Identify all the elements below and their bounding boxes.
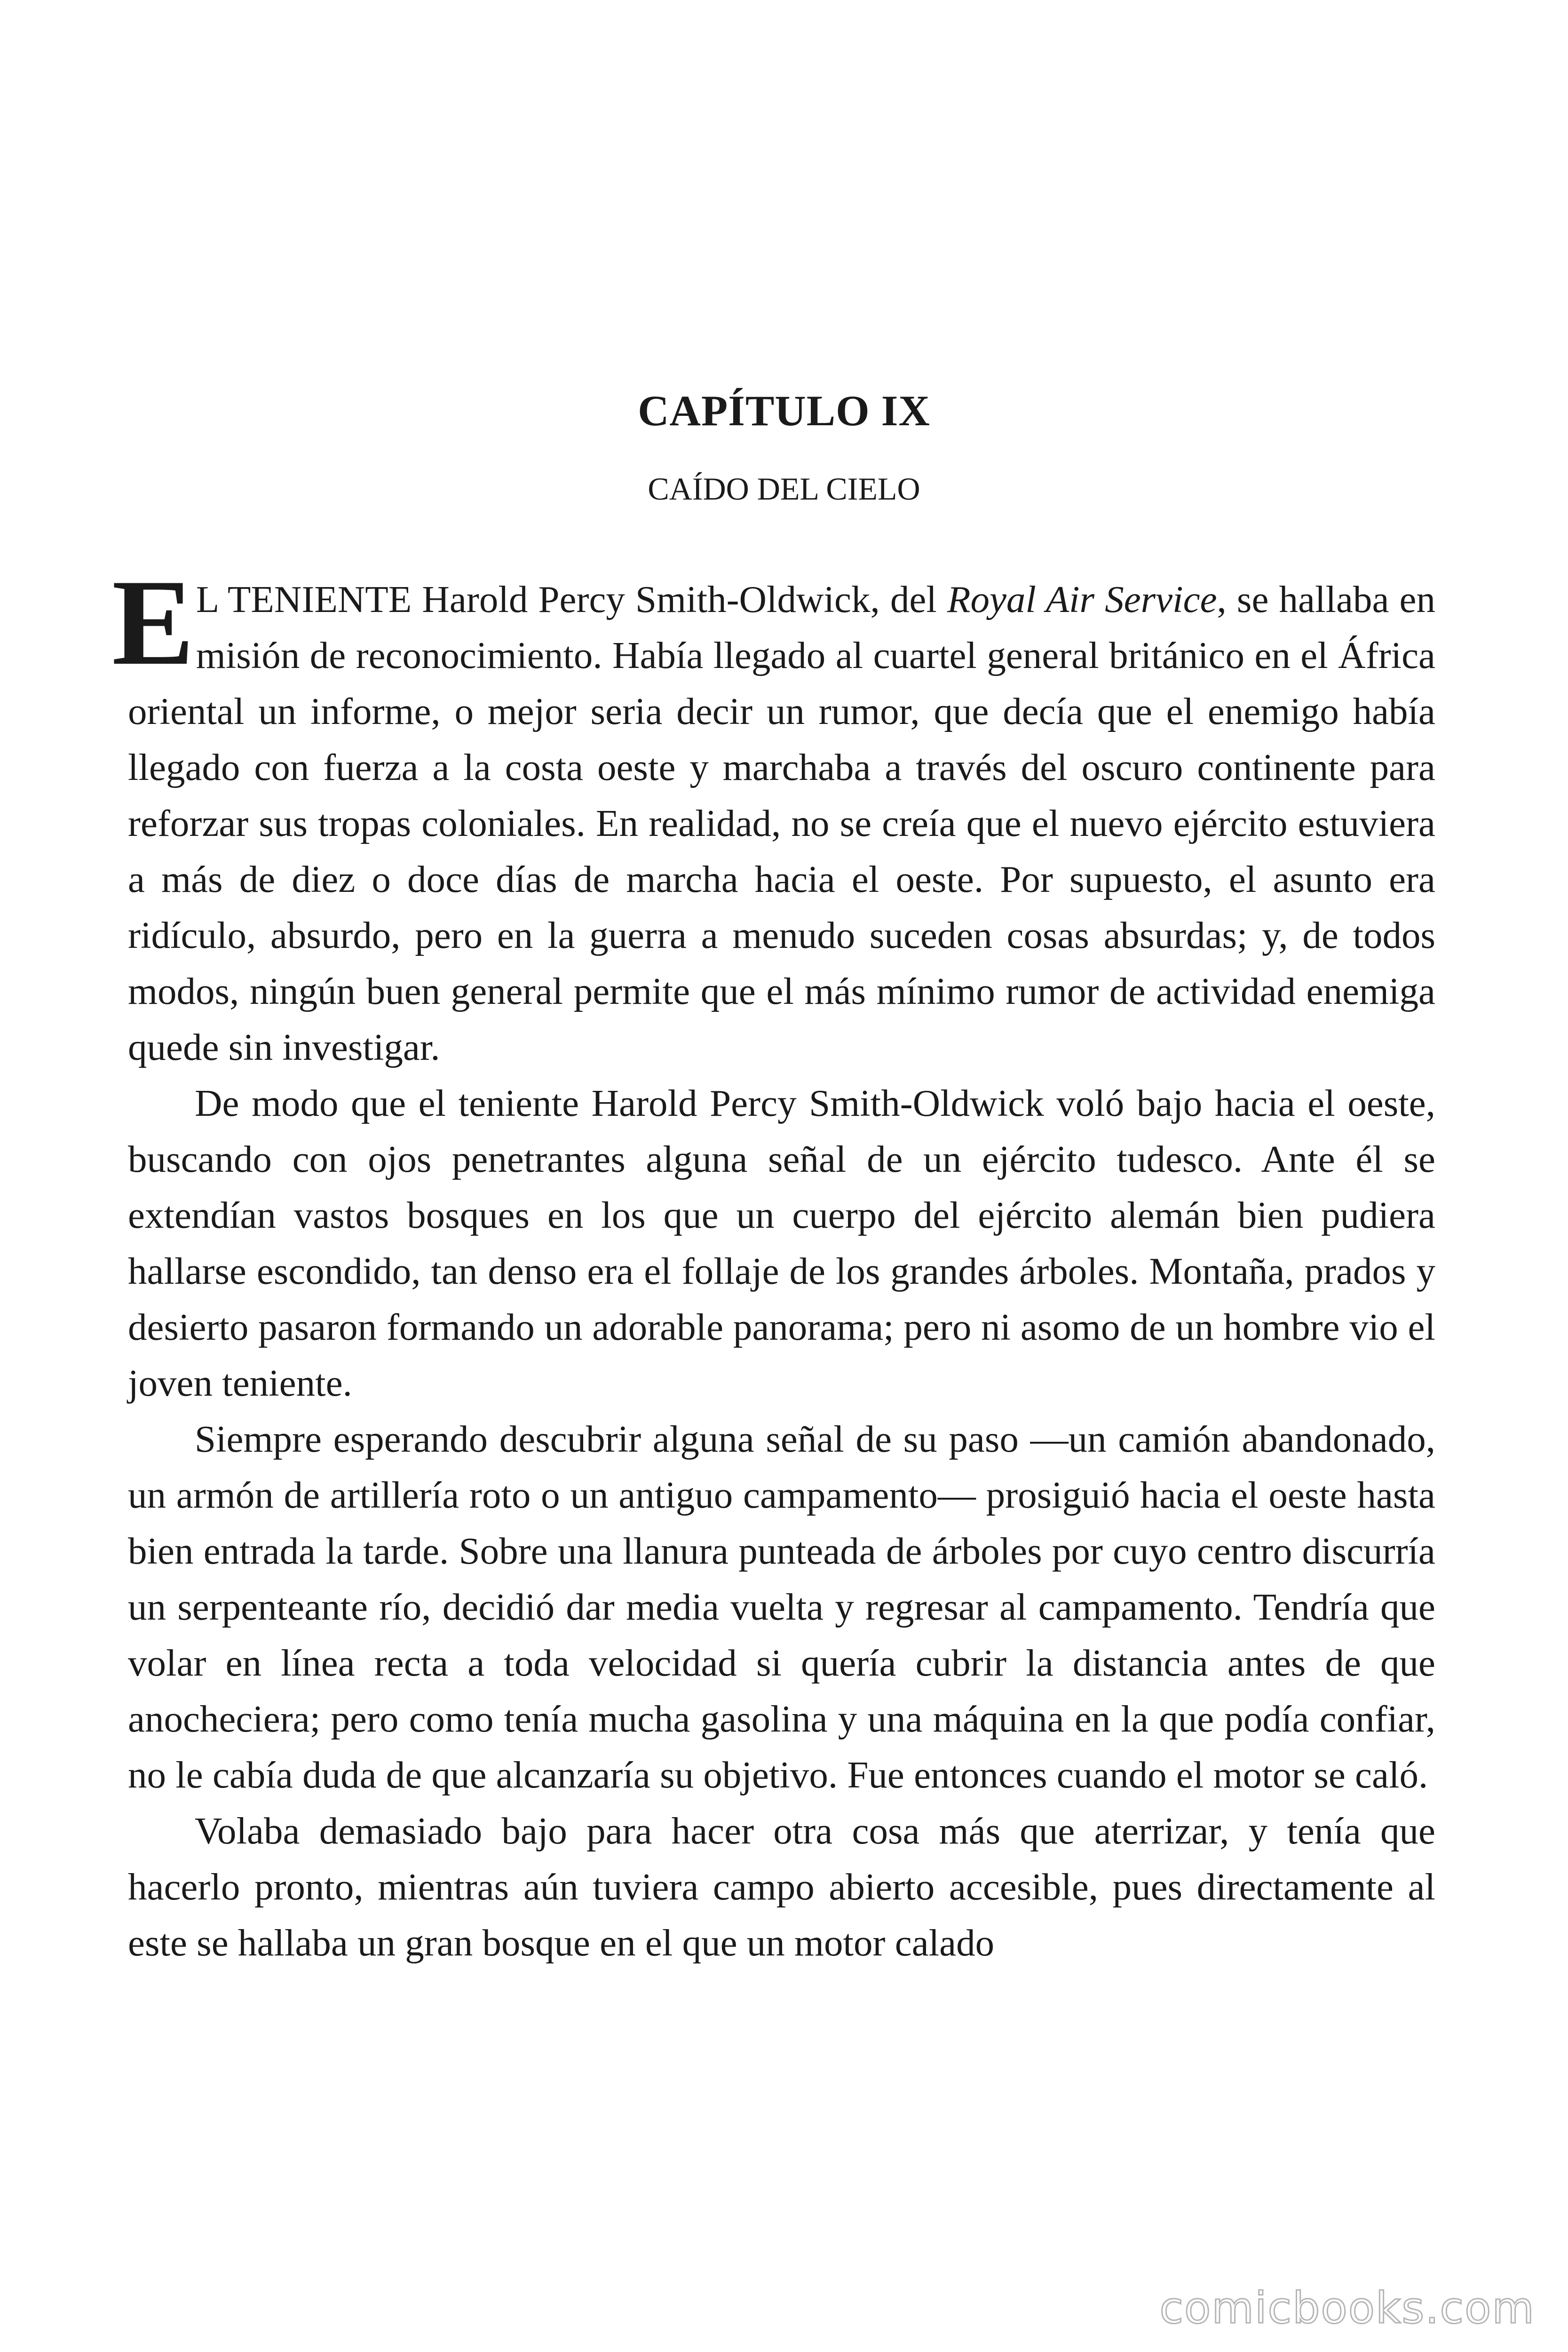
paragraph-1 <box>112 554 1435 1075</box>
chapter-title: CAPÍTULO IX <box>638 387 930 435</box>
paragraph-1-lead: L TENIENTE Harold Percy Smith-Oldwick, del <box>196 578 947 620</box>
chapter-subtitle: CAÍDO DEL CIELO <box>648 471 920 507</box>
paragraph-1-italic: Royal Air Service <box>947 578 1217 620</box>
drop-cap: E <box>112 554 194 691</box>
chapter-body <box>112 554 1435 1971</box>
watermark: comicbooks.com <box>1159 2283 1535 2333</box>
paragraph-2: De modo que el teniente Harold Percy Smith-Oldwick voló bajo hacia el oeste, buscando con ojos penetrantes alguna señal de un ejército tudesco. Ante él se extendían vastos bosques en los que un cuerpo del ejército alemán bien pudiera hallarse escondido, tan denso era el follaje de los grandes árboles. Montaña, prados y desierto pasaron formando un adorable panorama; pero ni asomo de un hombre vio el joven teniente. <box>128 1082 1435 1404</box>
paragraph-1-rest: , se hallaba en misión de reconocimiento. Había llegado al cuartel general británico en el África oriental un informe, o mejor seria decir un rumor, que decía que el enemigo había llegado con fuerza a la costa oeste y marchaba a través del oscuro continente para reforzar sus tropas coloniales. En realidad, no se creía que el nuevo ejército estuviera a más de diez o doce días de marcha hacia el oeste. Por supuesto, el asunto era ridículo, absurdo, pero en la guerra a menudo suceden cosas absurdas; y, de todos modos, ningún buen general permite que el más mínimo rumor de actividad enemiga quede sin investigar. <box>128 578 1435 1068</box>
paragraph-3: Siempre esperando descubrir alguna señal de su paso —un camión abandonado, un armón de artillería roto o un antiguo campamento— prosiguió hacia el oeste hasta bien entrada la tarde. Sobre una llanura punteada de árboles por cuyo centro discurría un serpenteante río, decidió dar media vuelta y regresar al campamento. Tendría que volar en línea recta a toda velocidad si quería cubrir la distancia antes de que anocheciera; pero como tenía mucha gasolina y una máquina en la que podía confiar, no le cabía duda de que alcanzaría su objetivo. Fue entonces cuando el motor se caló. <box>128 1418 1435 1796</box>
paragraph-4: Volaba demasiado bajo para hacer otra cosa más que aterrizar, y tenía que hacerlo pronto, mientras aún tuviera campo abierto accesible, pues directamente al este se hallaba un gran bosque en el que un motor calado <box>128 1810 1435 1964</box>
